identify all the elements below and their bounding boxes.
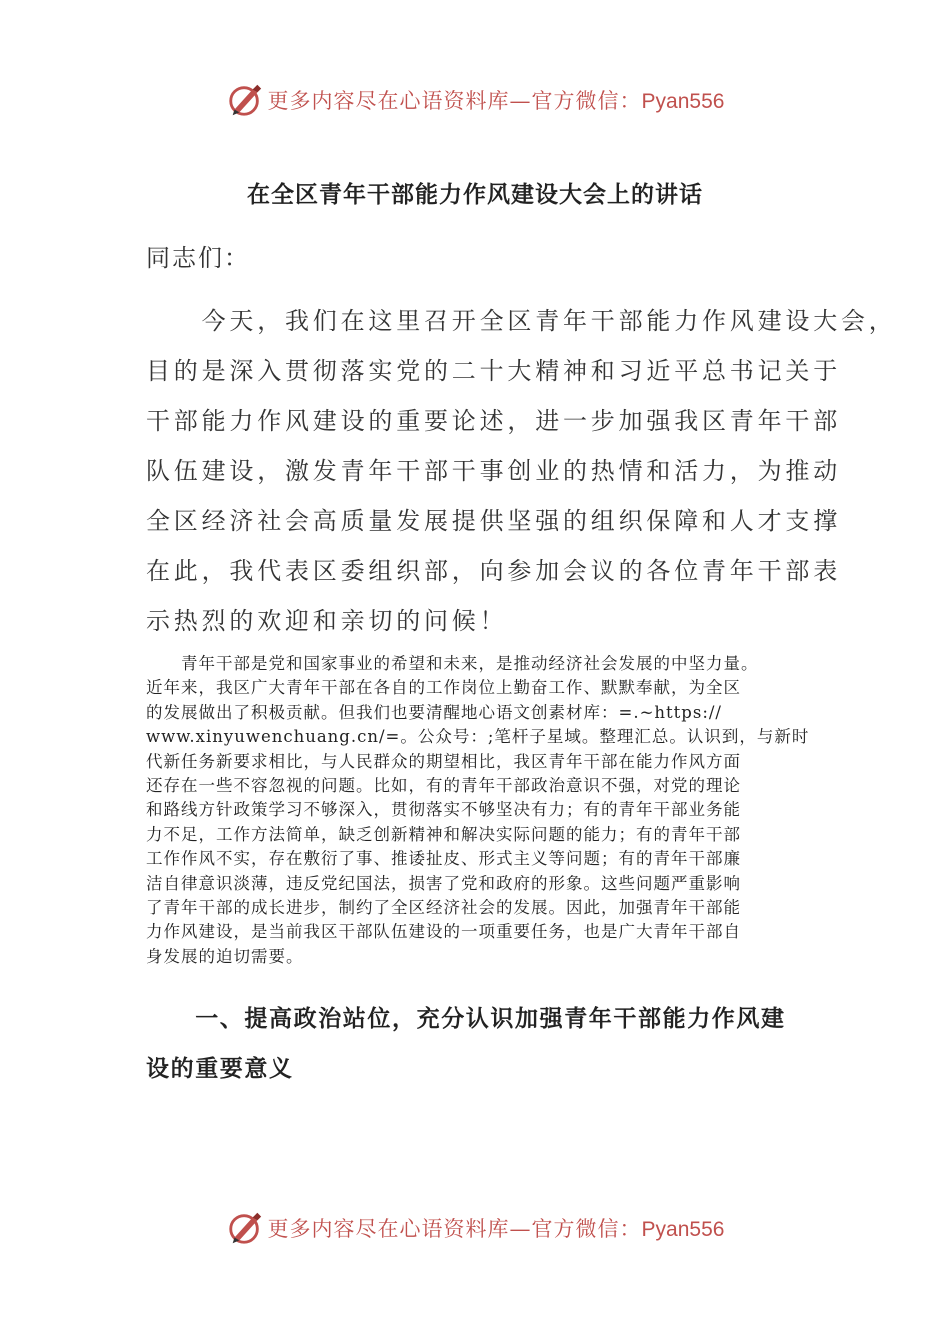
footer-banner-wechat: Pyan556 [641,1218,725,1241]
paragraph-line: 全区经济社会高质量发展提供坚强的组织保障和人才支撑 [146,507,841,535]
paragraph-line: 近年来，我区广大青年干部在各自的工作岗位上勤奋工作、默默奉献，为全区 [146,678,741,698]
paragraph-line: 干部能力作风建设的重要论述，进一步加强我区青年干部 [146,407,841,435]
document-title: 在全区青年干部能力作风建设大会上的讲话 [247,182,703,208]
paragraph-line: 代新任务新要求相比，与人民群众的期望相比，我区青年干部在能力作风方面 [146,751,741,771]
paragraph-line: 的发展做出了积极贡献。但我们也要清醒地心语文创素材库：=.~https:// [146,702,722,722]
header-banner-label: 更多内容尽在心语资料库—官方微信： [267,89,642,113]
header-banner-wechat: Pyan556 [641,90,725,113]
pen-logo-icon [226,1209,264,1247]
body-paragraph [146,652,808,969]
paragraph-line: 示热烈的欢迎和亲切的问候！ [146,607,508,635]
section-heading-line: 设的重要意义 [146,1056,294,1082]
paragraph-line: 力不足，工作方法简单，缺乏创新精神和解决实际问题的能力；有的青年干部 [146,824,741,844]
paragraph-line: www.xinyuwenchuang.cn/=。公众号：;笔杆子星域。整理汇总。认识到，与新时 [146,727,810,747]
paragraph-line: 身发展的迫切需要。 [146,946,304,966]
footer-banner [0,1206,950,1250]
paragraph-line: 青年干部是党和国家事业的希望和未来，是推动经济社会发展的中坚力量。 [146,654,759,673]
paragraph-line: 和路线方针政策学习不够深入，贯彻落实不够坚决有力；有的青年干部业务能 [146,800,741,820]
pen-logo-icon [226,81,264,119]
section-heading-line: 一、提高政治站位，充分认识加强青年干部能力作风建 [146,1006,786,1032]
section-heading [146,994,810,1094]
paragraph-line: 目的是深入贯彻落实党的二十大精神和习近平总书记关于 [146,357,841,385]
paragraph-line: 洁自律意识淡薄，违反党纪国法，损害了党和政府的形象。这些问题严重影响 [146,873,741,893]
paragraph-line: 工作作风不实，存在敷衍了事、推诿扯皮、形式主义等问题；有的青年干部廉 [146,849,741,869]
footer-banner-text [268,1213,725,1243]
paragraph-line: 今天，我们在这里召开全区青年干部能力作风建设大会， [146,307,897,335]
paragraph-line: 了青年干部的成长进步，制约了全区经济社会的发展。因此，加强青年干部能 [146,898,741,918]
header-banner [0,78,950,122]
intro-paragraph [146,296,897,646]
paragraph-line: 在此，我代表区委组织部，向参加会议的各位青年干部表 [146,557,841,585]
header-banner-text [268,85,725,115]
greeting: 同志们： [146,244,250,272]
paragraph-line: 队伍建设，激发青年干部干事创业的热情和活力，为推动 [146,457,841,485]
paragraph-line: 还存在一些不容忽视的问题。比如，有的青年干部政治意识不强，对党的理论 [146,776,741,796]
paragraph-line: 力作风建设，是当前我区干部队伍建设的一项重要任务，也是广大青年干部自 [146,922,741,942]
footer-banner-label: 更多内容尽在心语资料库—官方微信： [267,1217,642,1241]
